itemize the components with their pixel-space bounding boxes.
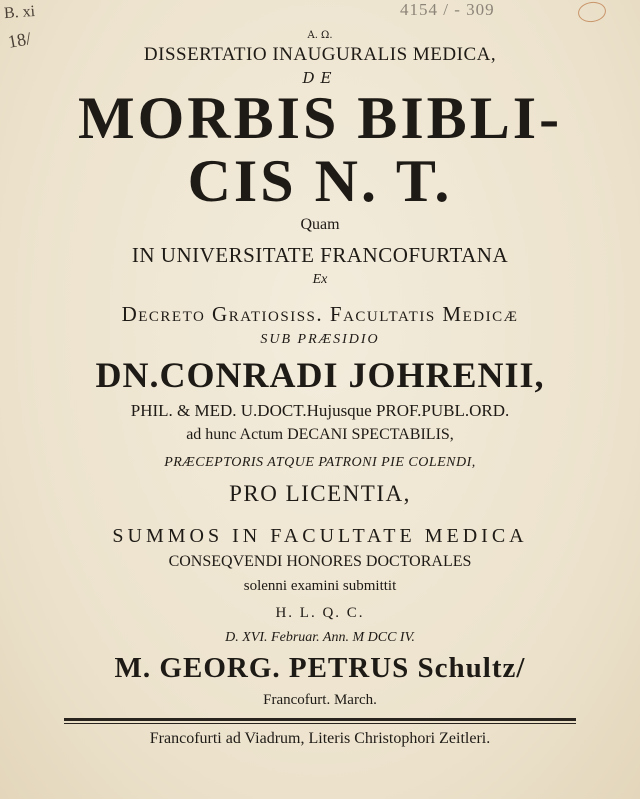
praeses-title: PHIL. & MED. U.DOCT.Hujusque PROF.PUBL.ORD. bbox=[130, 401, 510, 420]
hlqc-line: H. L. Q. C. bbox=[275, 605, 365, 621]
ex-line: Ex bbox=[312, 272, 328, 287]
library-stamp bbox=[577, 0, 608, 24]
alpha-omega: A. Ω. bbox=[307, 30, 333, 41]
de-line: DE bbox=[302, 69, 338, 87]
consequendi-line: CONSEQVENDI HONORES DOCTORALES bbox=[168, 553, 472, 570]
praeses-name: DN.CONRADI JOHRENII, bbox=[95, 355, 545, 395]
main-title-line2: CIS N. T. bbox=[187, 148, 453, 214]
imprint-rule-thin bbox=[64, 723, 576, 724]
quam-line: Quam bbox=[300, 216, 340, 233]
pro-licentia-line: PRO LICENTIA, bbox=[229, 481, 411, 506]
respondent-name: M. GEORG. PETRUS Schultz/ bbox=[114, 652, 526, 684]
marginal-call-number: 4154 / - 309 bbox=[400, 0, 495, 19]
summos-line: SUMMOS IN FACULTATE MEDICA bbox=[112, 525, 528, 547]
sub-praesidio-line: SUB PRÆSIDIO bbox=[260, 332, 380, 347]
decreto-line: Decreto Gratiosiss. Facultatis Medicæ bbox=[121, 302, 519, 326]
dissertation-heading: DISSERTATIO INAUGURALIS MEDICA, bbox=[143, 44, 497, 65]
marginal-number: 18/ bbox=[6, 28, 33, 52]
praeceptoris-line: PRÆCEPTORIS ATQUE PATRONI PIE COLENDI, bbox=[164, 455, 476, 470]
main-title-line1: MORBIS BIBLI- bbox=[77, 85, 563, 151]
solenni-line: solenni examini submittit bbox=[243, 578, 397, 594]
decani-line: ad hunc Actum DECANI SPECTABILIS, bbox=[186, 426, 454, 443]
imprint-line: Francofurti ad Viadrum, Literis Christophori Zeitleri. bbox=[149, 730, 491, 747]
marginal-shelfmark: B. xi bbox=[3, 2, 36, 23]
respondent-origin: Francofurt. March. bbox=[263, 692, 377, 708]
date-line: D. XVI. Februar. Ann. M DCC IV. bbox=[225, 630, 415, 645]
imprint-rule-thick bbox=[64, 718, 576, 721]
university-line: IN UNIVERSITATE FRANCOFURTANA bbox=[131, 243, 509, 267]
